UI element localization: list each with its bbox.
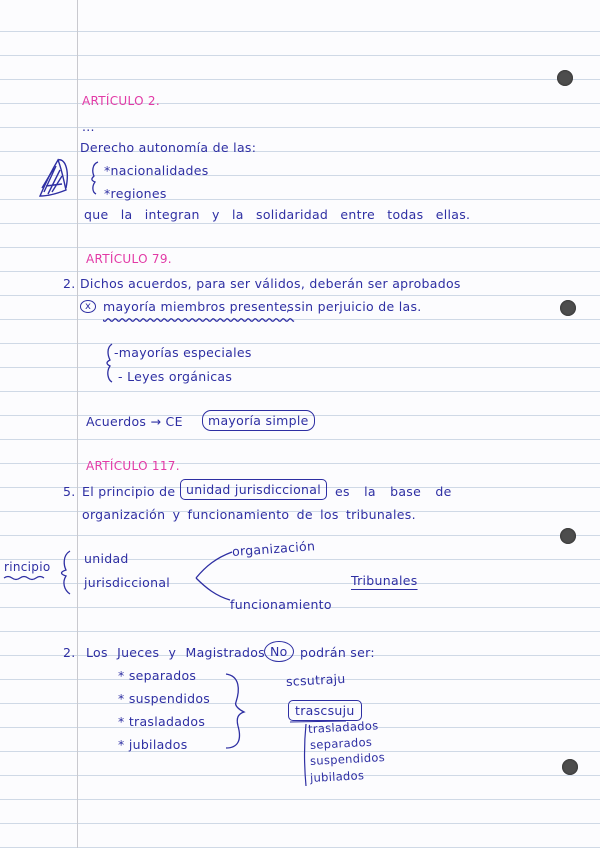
article-79-majority: mayoría miembros presentes bbox=[103, 299, 295, 314]
article-117-heading: ARTÍCULO 117. bbox=[86, 459, 180, 473]
doodle-scribble bbox=[40, 160, 67, 196]
article-79-number: 2. bbox=[63, 276, 76, 291]
ellipsis: ... bbox=[82, 119, 95, 134]
article-2-item-1: *nacionalidades bbox=[104, 163, 209, 178]
brace-article-2 bbox=[92, 162, 98, 194]
tribunales-label: Tribunales bbox=[351, 573, 418, 588]
punch-hole bbox=[557, 70, 573, 86]
list-item-suspendidos: * suspendidos bbox=[118, 691, 211, 706]
margin-line bbox=[77, 0, 78, 848]
x-mark: x bbox=[80, 300, 96, 313]
article-117-line-1-post: es la base de bbox=[335, 484, 452, 499]
stack-separados: separados bbox=[309, 734, 373, 752]
list-item-jubilados: * jubilados bbox=[118, 737, 188, 752]
article-117-2-line-pre: Los Jueces y Magistrados bbox=[86, 645, 265, 660]
punch-hole bbox=[562, 759, 578, 775]
article-2-item-2: *regiones bbox=[104, 186, 167, 201]
list-item-separados: * separados bbox=[118, 668, 197, 683]
article-117-2-number: 2. bbox=[63, 645, 76, 660]
brace-unidad bbox=[62, 551, 71, 594]
acuerdos-label: Acuerdos → CE bbox=[86, 414, 183, 429]
unidad-jurisdiccional-box: unidad jurisdiccional bbox=[180, 479, 327, 500]
punch-hole bbox=[560, 528, 576, 544]
stack-suspendidos: suspendidos bbox=[309, 750, 386, 768]
unidad-label: unidad bbox=[84, 551, 129, 566]
brace-list bbox=[226, 674, 244, 748]
article-79-item-1: -mayorías especiales bbox=[114, 345, 252, 360]
article-79-heading: ARTÍCULO 79. bbox=[86, 252, 172, 266]
mnemonic-trascsuju-box: trascsuju bbox=[288, 700, 362, 721]
article-79-line-2: , sin perjuicio de las. bbox=[286, 299, 422, 314]
mnemonic-scsutraju: scsutraju bbox=[285, 670, 346, 689]
branch-funcionamiento bbox=[196, 578, 230, 600]
article-2-line-1: Derecho autonomía de las: bbox=[80, 140, 257, 155]
article-117-2-line-post: podrán ser: bbox=[300, 645, 375, 660]
list-item-trasladados: * trasladados bbox=[118, 714, 206, 729]
margin-word-principio: rincipio bbox=[4, 560, 51, 574]
jurisdiccional-label: jurisdiccional bbox=[84, 575, 171, 590]
stack-trasladados: trasladados bbox=[307, 718, 379, 736]
stack-divider bbox=[305, 724, 307, 786]
brace-article-79 bbox=[107, 344, 112, 382]
article-117-line-1-pre: El principio de bbox=[82, 484, 176, 499]
punch-hole bbox=[560, 300, 576, 316]
article-117-line-2: organización y funcionamiento de los tribunales. bbox=[82, 507, 416, 522]
organizacion-label: organización bbox=[231, 538, 316, 559]
stack-jubilados: jubilados bbox=[309, 768, 365, 785]
funcionamiento-label: funcionamiento bbox=[230, 597, 332, 612]
article-79-item-2: - Leyes orgánicas bbox=[118, 369, 233, 384]
article-117-number: 5. bbox=[63, 484, 76, 499]
mayoria-simple-box: mayoría simple bbox=[202, 410, 315, 431]
article-2-line-2: que la integran y la solidaridad entre todas ellas. bbox=[84, 207, 471, 222]
no-circled: No bbox=[264, 641, 294, 662]
article-79-line-1: Dichos acuerdos, para ser válidos, deberán ser aprobados bbox=[80, 276, 461, 291]
branch-organizacion bbox=[196, 552, 232, 578]
margin-underline bbox=[4, 577, 44, 580]
article-2-heading: ARTÍCULO 2. bbox=[82, 94, 160, 108]
